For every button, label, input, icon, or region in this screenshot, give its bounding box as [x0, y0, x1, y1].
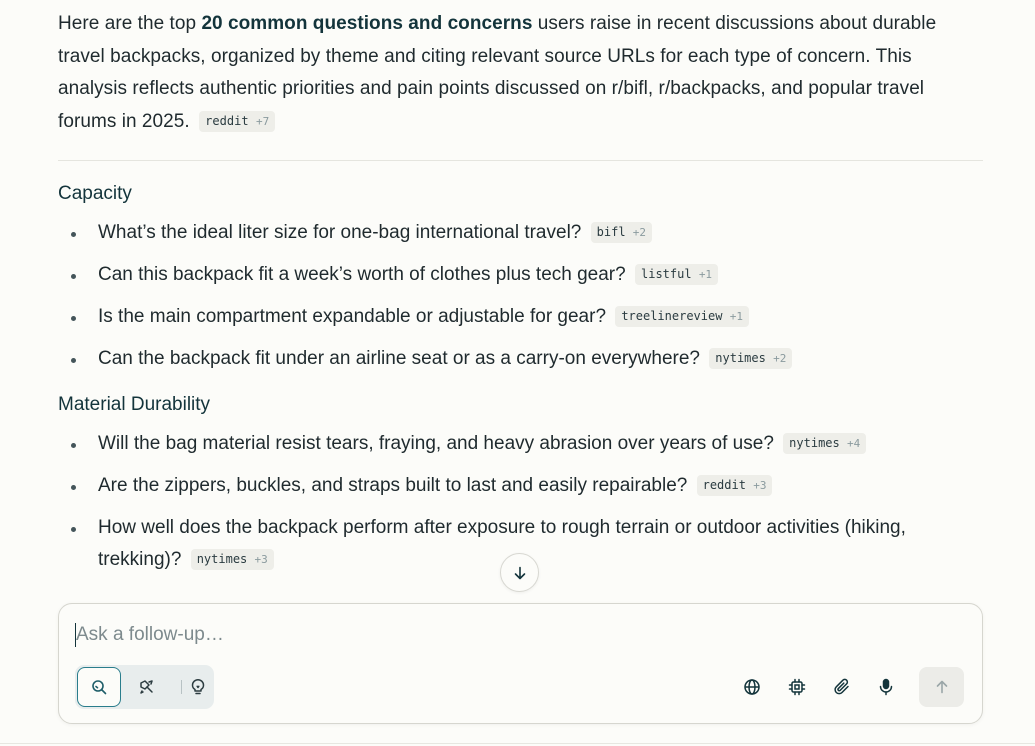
citation-more: +7 [256, 114, 270, 128]
voice-input-button[interactable] [872, 673, 900, 701]
citation-chip[interactable] [697, 475, 773, 496]
list-item-text: How well does the backpack perform after exposure to rough terrain or outdoor activities (hiking, trekking)? [98, 516, 906, 570]
source-selector-button[interactable] [738, 673, 766, 701]
submit-button[interactable] [919, 667, 964, 707]
citation-label: bifl [596, 225, 626, 239]
search-icon [90, 678, 108, 696]
chip-icon [788, 678, 806, 696]
scroll-to-bottom-button[interactable] [500, 553, 539, 592]
citation-more: +1 [698, 268, 713, 281]
section-title-capacity: Capacity [58, 183, 132, 204]
citation-chip[interactable] [199, 111, 275, 132]
intro-bold: 20 common questions and concerns [201, 13, 533, 34]
citation-chip[interactable] [709, 348, 792, 369]
citation-chip[interactable] [591, 222, 652, 243]
citation-label: treelinereview [621, 309, 723, 323]
section-divider [58, 160, 983, 161]
microphone-icon [877, 678, 895, 696]
list-item [58, 428, 983, 461]
citation-more: +1 [729, 310, 743, 323]
list-item [58, 470, 983, 503]
labs-mode-button[interactable] [183, 667, 213, 707]
citation-more: +2 [632, 226, 647, 239]
follow-up-composer [58, 603, 983, 724]
model-selector-button[interactable] [783, 673, 811, 701]
capacity-list [58, 217, 983, 376]
answer-content [58, 8, 983, 593]
citation-more: +4 [846, 436, 861, 450]
list-item [58, 217, 983, 250]
citation-chip[interactable] [615, 306, 749, 327]
list-item-text: What’s the ideal liter size for one-bag international travel? [98, 222, 582, 243]
intro-paragraph [58, 8, 983, 138]
citation-more: +2 [773, 352, 787, 365]
citation-label: nytimes [715, 351, 766, 365]
list-item-text: Can this backpack fit a week’s worth of clothes plus tech gear? [98, 264, 626, 285]
citation-more: +3 [753, 478, 767, 492]
list-item [58, 343, 983, 376]
list-item-text: Is the main compartment expandable or adjustable for gear? [98, 306, 607, 327]
intro-lead: Here are the top [58, 13, 202, 34]
paperclip-icon [833, 678, 851, 696]
citation-label: reddit [702, 477, 746, 492]
citation-label: nytimes [196, 552, 248, 566]
intro-rest: users raise in recent discussions about durable travel backpacks, organized by theme and citing relevant source URLs for each type of concern. This analysis reflects authentic priorities and pain points discussed on r/bifl, r/backpacks, and popular travel forums in 2025. [58, 13, 937, 132]
arrow-up-icon [934, 679, 950, 695]
research-mode-button[interactable] [127, 667, 167, 707]
follow-up-input[interactable] [76, 620, 676, 650]
citation-chip[interactable] [783, 433, 866, 454]
list-item-text: Will the bag material resist tears, fraying, and heavy abrasion over years of use? [98, 432, 774, 454]
list-item [58, 301, 983, 334]
list-item-text: Can the backpack fit under an airline seat or as a carry-on everywhere? [98, 348, 700, 369]
arrow-down-icon [512, 565, 528, 581]
citation-chip[interactable] [191, 549, 274, 570]
lightbulb-icon [189, 678, 207, 696]
mode-divider [181, 680, 182, 694]
bottom-border [0, 743, 1035, 744]
attach-file-button[interactable] [828, 673, 856, 701]
research-icon [138, 678, 156, 696]
list-item-text: Are the zippers, buckles, and straps built to last and easily repairable? [98, 474, 688, 496]
citation-more: +3 [254, 553, 268, 566]
list-item [58, 259, 983, 292]
section-title-material-durability: Material Durability [58, 393, 211, 415]
search-mode-button[interactable] [77, 667, 121, 707]
mode-selector [75, 665, 214, 709]
citation-label: reddit [205, 113, 249, 128]
citation-label: nytimes [789, 435, 840, 450]
citation-chip[interactable] [635, 264, 718, 285]
citation-label: listful [641, 267, 692, 281]
globe-icon [743, 678, 761, 696]
